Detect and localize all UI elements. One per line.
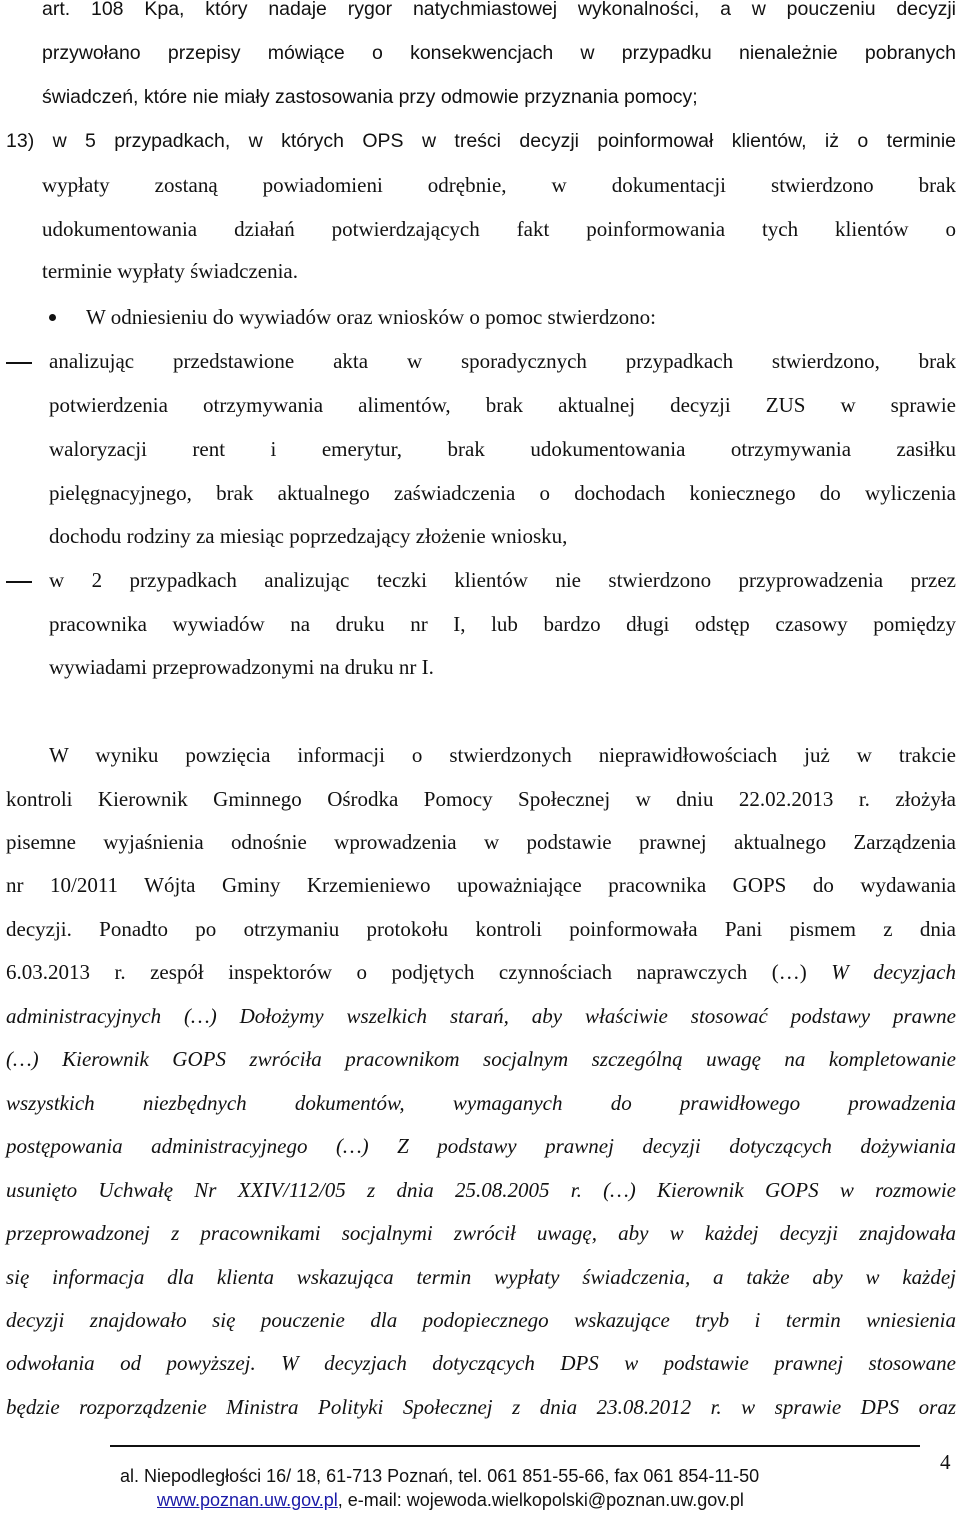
paragraph-line: pielęgnacyjnego, brak aktualnego zaświadczenia o dochodach koniecznego do wyliczenia [49,481,956,505]
footer-rule [110,1445,920,1447]
paragraph-line: przywołano przepisy mówiące o konsekwencjach w przypadku nienależnie pobranych [42,42,956,64]
quoted-line: przeprowadzonej z pracownikami socjalnymi zwrócił uwagę, aby w każdej decyzji znajdowała [6,1221,956,1245]
paragraph-line: decyzji. Ponadto po otrzymaniu protokołu kontroli poinformowała Pani pismem z dnia [6,917,956,941]
paragraph-line: W wyniku powzięcia informacji o stwierdzonych nieprawidłowościach już w trakcie [49,743,956,767]
paragraph-line: świadczeń, które nie miały zastosowania przy odmowie przyznania pomocy; [42,86,698,108]
paragraph-line: nr 10/2011 Wójta Gminy Krzemieniewo upoważniające pracownika GOPS do wydawania [6,873,956,897]
paragraph-line: terminie wypłaty świadczenia. [42,259,298,283]
footer-contact [157,1490,744,1510]
paragraph-line: waloryzacji rent i emerytur, brak udokumentowania otrzymywania zasiłku [49,437,956,461]
paragraph-line: pracownika wywiadów na druku nr I, lub bardzo długi odstęp czasowy pomiędzy [49,612,956,636]
quoted-line: się informacja dla klienta wskazująca termin wypłaty świadczenia, a także aby w każdej [6,1265,956,1289]
paragraph-line: potwierdzenia otrzymywania alimentów, brak aktualnej decyzji ZUS w sprawie [49,393,956,417]
paragraph-line [6,959,956,985]
quoted-line: będzie rozporządzenie Ministra Polityki Społecznej z dnia 23.08.2012 r. w sprawie DPS oraz [6,1395,956,1419]
dash-icon [6,362,32,364]
paragraph-line: wywiadami przeprowadzonymi na druku nr I. [49,655,434,679]
paragraph-line: art. 108 Kpa, który nadaje rygor natychmiastowej wykonalności, a w pouczeniu decyzji [42,0,956,20]
paragraph-line: analizując przedstawione akta w sporadycznych przypadkach stwierdzono, brak [49,349,956,373]
footer-email: , e-mail: wojewoda.wielkopolski@poznan.uw.gov.pl [337,1490,744,1510]
paragraph-line: kontroli Kierownik Gminnego Ośrodka Pomocy Społecznej w dniu 22.02.2013 r. złożyła [6,787,956,811]
quoted-line: administracyjnych (…) Dołożymy wszelkich starań, aby właściwie stosować podstawy prawne [6,1004,956,1028]
list-item-13-line: 13) w 5 przypadkach, w których OPS w treści decyzji poinformował klientów, iż o terminie [6,130,956,152]
paragraph-line: wypłaty zostaną powiadomieni odrębnie, w dokumentacji stwierdzono brak [42,173,956,197]
paragraph-line: w 2 przypadkach analizując teczki klientów nie stwierdzono przyprowadzenia przez [49,568,956,592]
bullet-heading: W odniesieniu do wywiadów oraz wniosków o pomoc stwierdzono: [86,305,657,329]
page-number: 4 [940,1450,951,1474]
quoted-line: odwołania od powyższej. W decyzjach dotyczących DPS w podstawie prawnej stosowane [6,1351,956,1375]
bullet-icon [49,314,56,321]
website-link[interactable]: www.poznan.uw.gov.pl [157,1490,338,1510]
quoted-line: decyzji znajdowało się pouczenie dla podopiecznego wskazujące tryb i termin wniesienia [6,1308,956,1332]
quoted-line: usunięto Uchwałę Nr XXIV/112/05 z dnia 25.08.2005 r. (…) Kierownik GOPS w rozmowie [6,1178,956,1202]
quoted-text: W decyzjach [831,960,956,984]
paragraph-text: 6.03.2013 r. zespół inspektorów o podjętych czynnościach naprawczych (…) [6,960,832,984]
footer-address: al. Niepodległości 16/ 18, 61-713 Poznań, tel. 061 851-55-66, fax 061 854-11-50 [120,1466,760,1486]
quoted-line: (…) Kierownik GOPS zwróciła pracownikom socjalnym szczególną uwagę na kompletowanie [6,1047,956,1071]
paragraph-line: udokumentowania działań potwierdzających fakt poinformowania tych klientów o [42,217,956,241]
paragraph-line: pisemne wyjaśnienia odnośnie wprowadzenia w podstawie prawnej aktualnego Zarządzenia [6,830,956,854]
paragraph-line: dochodu rodziny za miesiąc poprzedzający złożenie wniosku, [49,524,568,548]
dash-icon [6,581,32,583]
quoted-line: wszystkich niezbędnych dokumentów, wymaganych do prawidłowego prowadzenia [6,1091,956,1115]
quoted-line: postępowania administracyjnego (…) Z podstawy prawnej decyzji dotyczących dożywiania [6,1134,956,1158]
